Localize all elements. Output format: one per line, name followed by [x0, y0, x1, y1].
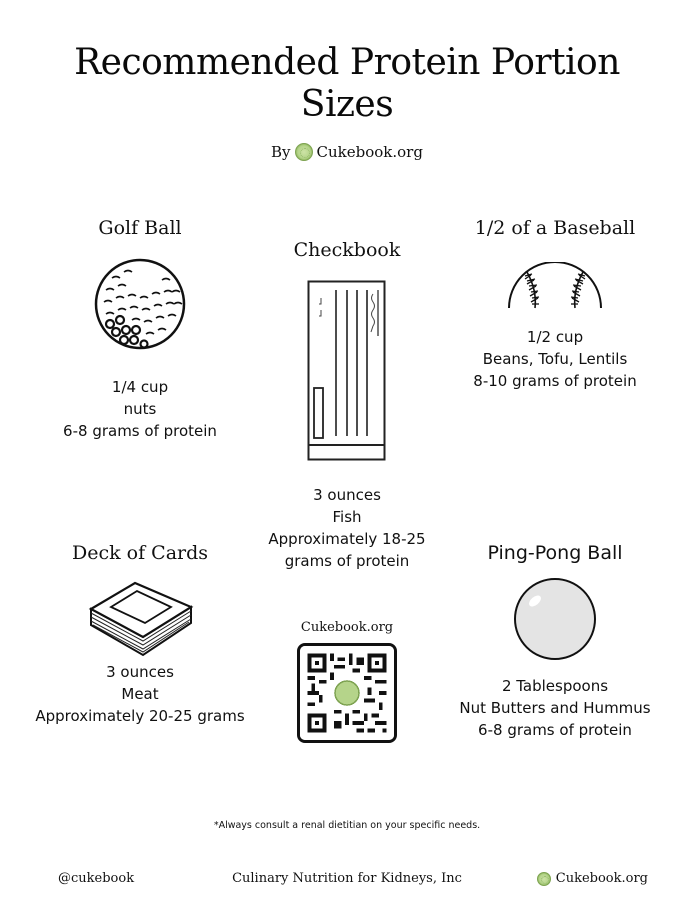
portion-food: Fish: [332, 508, 362, 526]
portion-measure: 1/4 cup: [111, 378, 169, 396]
ping-pong-ball-icon: [513, 577, 597, 661]
deck-of-cards-icon: [85, 577, 195, 657]
portion-protein-cont: grams of protein: [284, 552, 410, 570]
portion-food: nuts: [123, 400, 157, 418]
footer-site-link[interactable]: [537, 871, 648, 886]
portion-measure: 2 Tablespoons: [501, 677, 609, 695]
disclaimer-note: *Always consult a renal dietitian on your specific needs.: [213, 820, 481, 831]
portion-measure: 3 ounces: [106, 663, 174, 681]
portion-measure: 3 ounces: [313, 486, 381, 504]
portion-protein: Approximately 18-25: [268, 530, 426, 548]
portion-checkbook: [247, 238, 447, 572]
portion-food: Beans, Tofu, Lentils: [482, 350, 628, 368]
cucumber-logo-icon: [537, 872, 551, 886]
portion-food: Meat: [121, 685, 159, 703]
portion-protein: Approximately 20-25 grams: [35, 707, 245, 725]
portion-half-baseball: [450, 216, 660, 392]
qr-code-icon[interactable]: [297, 643, 397, 743]
byline-prefix: By: [271, 143, 291, 161]
cucumber-logo-icon: [295, 143, 313, 161]
byline-brand: Cukebook.org: [316, 143, 423, 161]
footer-social-handle[interactable]: @cukebook: [58, 871, 135, 886]
page-title-line-2: Sizes: [300, 84, 394, 125]
portion-heading: Deck of Cards: [71, 542, 209, 564]
portion-protein: 8-10 grams of protein: [473, 372, 637, 390]
footer-organization: Culinary Nutrition for Kidneys, Inc: [232, 871, 462, 886]
qr-label: Cukebook.org: [300, 620, 394, 635]
page-title: [0, 42, 694, 126]
portion-deck-of-cards: [20, 541, 260, 727]
portion-protein: 6-8 grams of protein: [478, 721, 632, 739]
portion-heading: Ping-Pong Ball: [487, 542, 623, 564]
golf-ball-icon: [92, 256, 188, 352]
portion-ping-pong-ball: [450, 541, 660, 741]
byline: [0, 143, 694, 161]
portion-heading: 1/2 of a Baseball: [474, 217, 636, 239]
checkbook-icon: [307, 280, 387, 462]
portion-golf-ball: [40, 216, 240, 442]
portion-heading: Golf Ball: [98, 217, 182, 239]
portion-measure: 1/2 cup: [526, 328, 584, 346]
half-baseball-icon: [507, 262, 603, 310]
portion-protein: 6-8 grams of protein: [63, 422, 217, 440]
portion-heading: Checkbook: [293, 239, 401, 261]
page-title-line-1: Recommended Protein Portion: [74, 42, 620, 83]
footer-site-label: Cukebook.org: [555, 871, 648, 886]
portion-food: Nut Butters and Hummus: [459, 699, 651, 717]
